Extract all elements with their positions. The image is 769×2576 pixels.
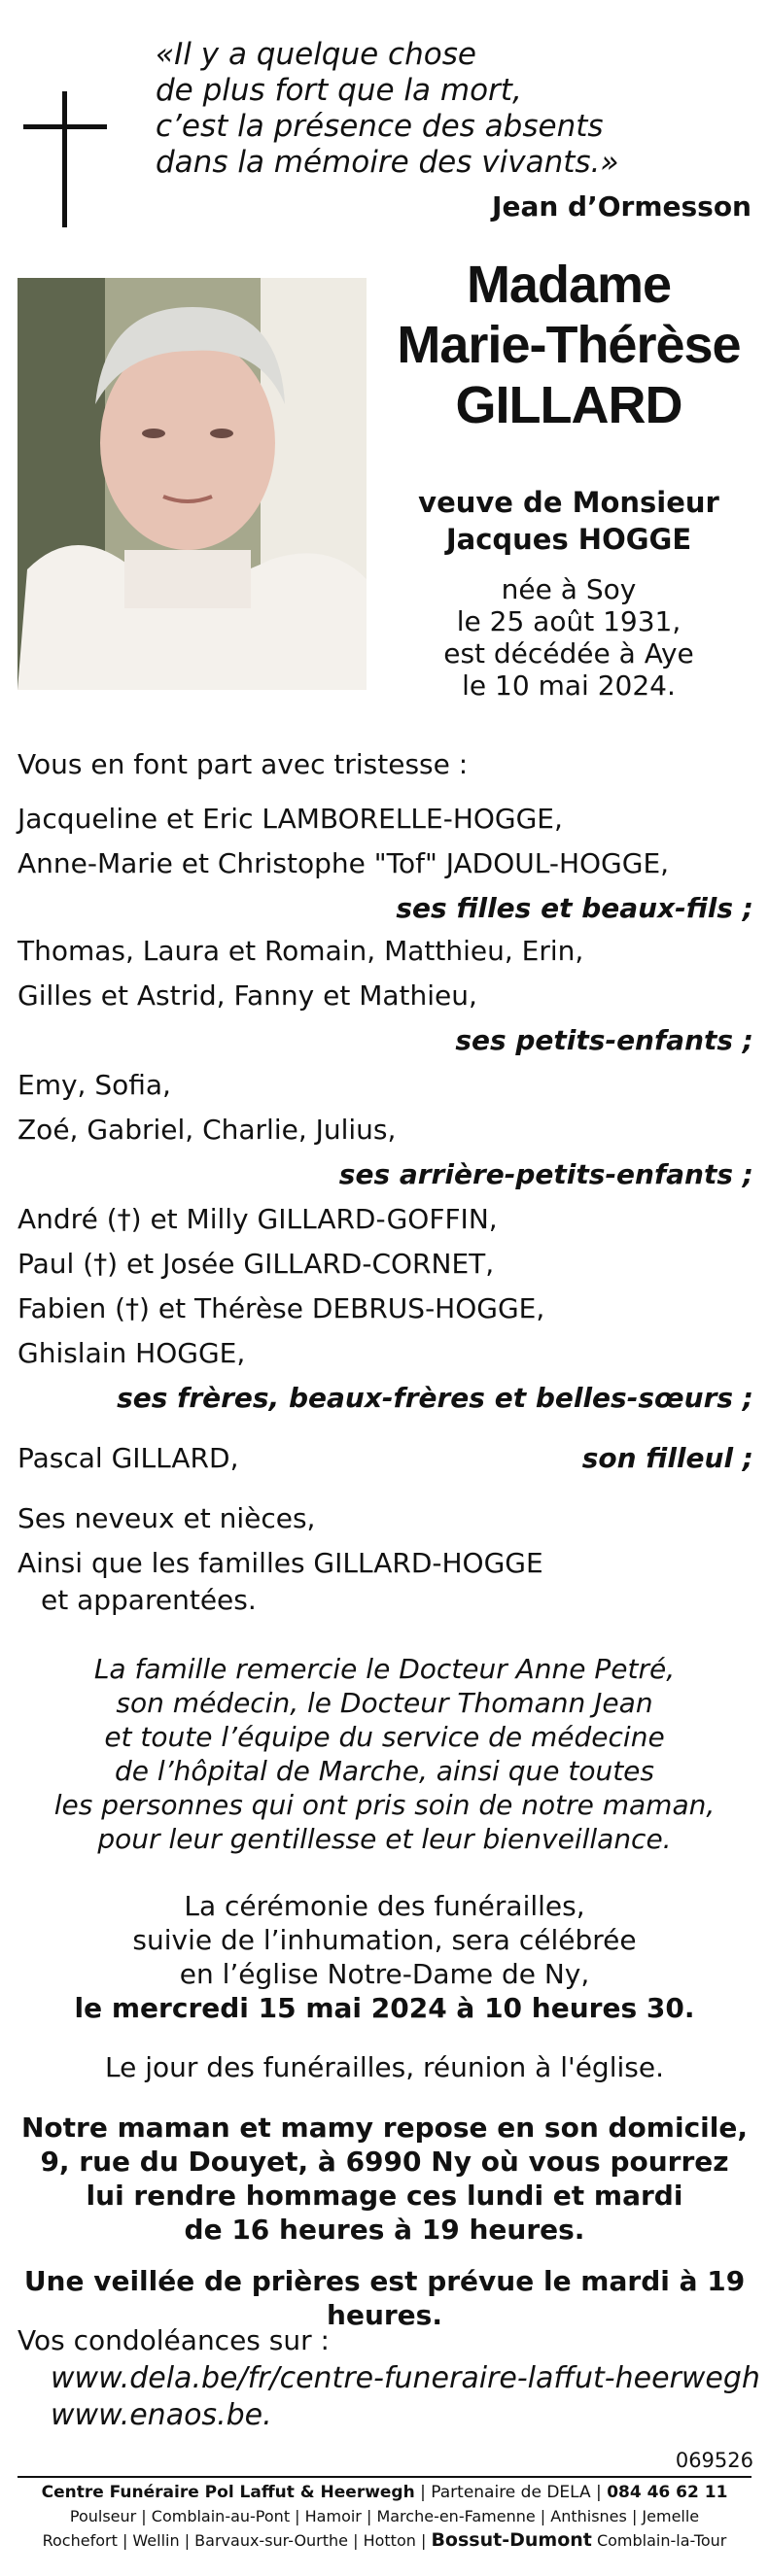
ceremony-line-2: suivie de l’inhumation, sera célébrée [132,1924,637,1956]
birth-death-info [389,573,749,702]
family-nephews: Ses neveux et nièces, [17,1502,316,1534]
relation-grandchildren: ses petits-enfants ; [455,1024,753,1056]
widow-line-2: Jacques HOGGE [445,523,692,556]
footer-partner: | Partenaire de DELA | [420,2483,602,2502]
widow-line-1: veuve de Monsieur [418,486,719,519]
rest-line: lui rendre hommage ces lundi et mardi [86,2180,683,2212]
deceased-title: Madame [466,256,672,314]
footer-locations-2 [0,2529,769,2551]
thanks-line: et toute l’équipe du service de médecine [104,1721,665,1753]
thanks-line: pour leur gentillesse et leur bienveillance. [97,1823,672,1855]
family-siblings-1: André (†) et Milly GILLARD-GOFFIN, [17,1203,498,1235]
widow-of [389,484,749,558]
rest-line: Notre maman et mamy repose en son domicile, [20,2112,748,2144]
family-siblings-2: Paul (†) et Josée GILLARD-CORNET, [17,1248,495,1280]
vigil-notice: Une veillée de prières est prévue le mardi à 19 heures. [23,2265,746,2331]
quote-author: Jean d’Ormesson [492,190,752,223]
thanks-line: de l’hôpital de Marche, ainsi que toutes [115,1755,654,1787]
deceased-name [389,255,749,435]
portrait-photo [17,278,367,690]
family-siblings-4: Ghislain HOGGE, [17,1337,246,1369]
relation-godson: son filleul ; [581,1442,753,1474]
intro-text: Vous en font part avec tristesse : [17,748,469,780]
ceremony-line-1: La cérémonie des funérailles, [184,1890,585,1922]
deceased-first-names: Marie-Thérèse [397,316,741,374]
ceremony-date: le mercredi 15 mai 2024 à 10 heures 30. [74,1992,695,2024]
rest-line: 9, rue du Douyet, à 6990 Ny où vous pourrez [40,2146,729,2178]
footer-locations-2a: Rochefort | Wellin | Barvaux-sur-Ourthe | Hotton | [42,2531,427,2550]
family-others-2: et apparentées. [41,1584,257,1616]
family-greatgrandchildren-2: Zoé, Gabriel, Charlie, Julius, [17,1114,397,1146]
reference-number: 069526 [675,2449,753,2472]
thanks-line: La famille remercie le Docteur Anne Petré, [93,1653,676,1685]
born-place: née à Soy [501,573,637,605]
portrait-illustration [17,278,367,690]
family-grandchildren-1: Thomas, Laura et Romain, Matthieu, Erin, [17,935,584,967]
family-greatgrandchildren-1: Emy, Sofia, [17,1069,171,1101]
died-date: le 10 mai 2024. [462,670,676,702]
footer-locations-1: Poulseur | Comblain-au-Pont | Hamoir | Marche-en-Famenne | Anthisnes | Jemelle [69,2507,700,2525]
footer-locations-2b: Bossut-Dumont [431,2529,592,2551]
family-daughters-1: Jacqueline et Eric LAMBORELLE-HOGGE, [17,803,563,835]
relation-greatgrandchildren: ses arrière-petits-enfants ; [338,1158,753,1190]
condolences-url-dela[interactable]: www.dela.be/fr/centre-funeraire-laffut-heerwegh [51,2361,760,2395]
relation-siblings: ses frères, beaux-frères et belles-sœurs ; [117,1382,753,1414]
born-date: le 25 août 1931, [456,605,682,637]
cross-vertical [62,91,67,227]
family-grandchildren-2: Gilles et Astrid, Fanny et Mathieu, [17,979,477,1012]
thanks-block [0,1652,769,1856]
family-daughters-2: Anne-Marie et Christophe "Tof" JADOUL-HOGGE, [17,847,670,879]
family-siblings-3: Fabien (†) et Thérèse DEBRUS-HOGGE, [17,1292,545,1324]
family-godson: Pascal GILLARD, [17,1442,239,1474]
footer-company: Centre Funéraire Pol Laffut & Heerwegh [41,2483,415,2502]
thanks-line: les personnes qui ont pris soin de notre maman, [53,1789,716,1821]
rest-line: de 16 heures à 19 heures. [184,2214,585,2246]
footer-phone: 084 46 62 11 [607,2483,728,2502]
died-place: est décédée à Aye [443,637,694,670]
rest-block [0,2111,769,2247]
footer-company-line [0,2483,769,2502]
footer-locations-2c: Comblain-la-Tour [596,2531,727,2550]
ceremony-block [0,1889,769,2025]
cross-horizontal [23,124,107,129]
epitaph-quote: «Il y a quelque chose de plus fort que la mort, c’est la présence des absents dans la mémoire des vivants.» [156,37,619,180]
condolences-label: Vos condoléances sur : [17,2324,330,2356]
ceremony-meeting: Le jour des funérailles, réunion à l'église. [105,2051,664,2083]
footer-divider [17,2476,752,2478]
deceased-surname: GILLARD [455,376,682,434]
family-others-1: Ainsi que les familles GILLARD-HOGGE [17,1547,543,1579]
relation-daughters: ses filles et beaux-fils ; [396,892,753,924]
ceremony-line-3: en l’église Notre-Dame de Ny, [179,1958,590,1990]
condolences-url-enaos[interactable]: www.enaos.be. [51,2398,272,2432]
thanks-line: son médecin, le Docteur Thomann Jean [116,1687,653,1719]
